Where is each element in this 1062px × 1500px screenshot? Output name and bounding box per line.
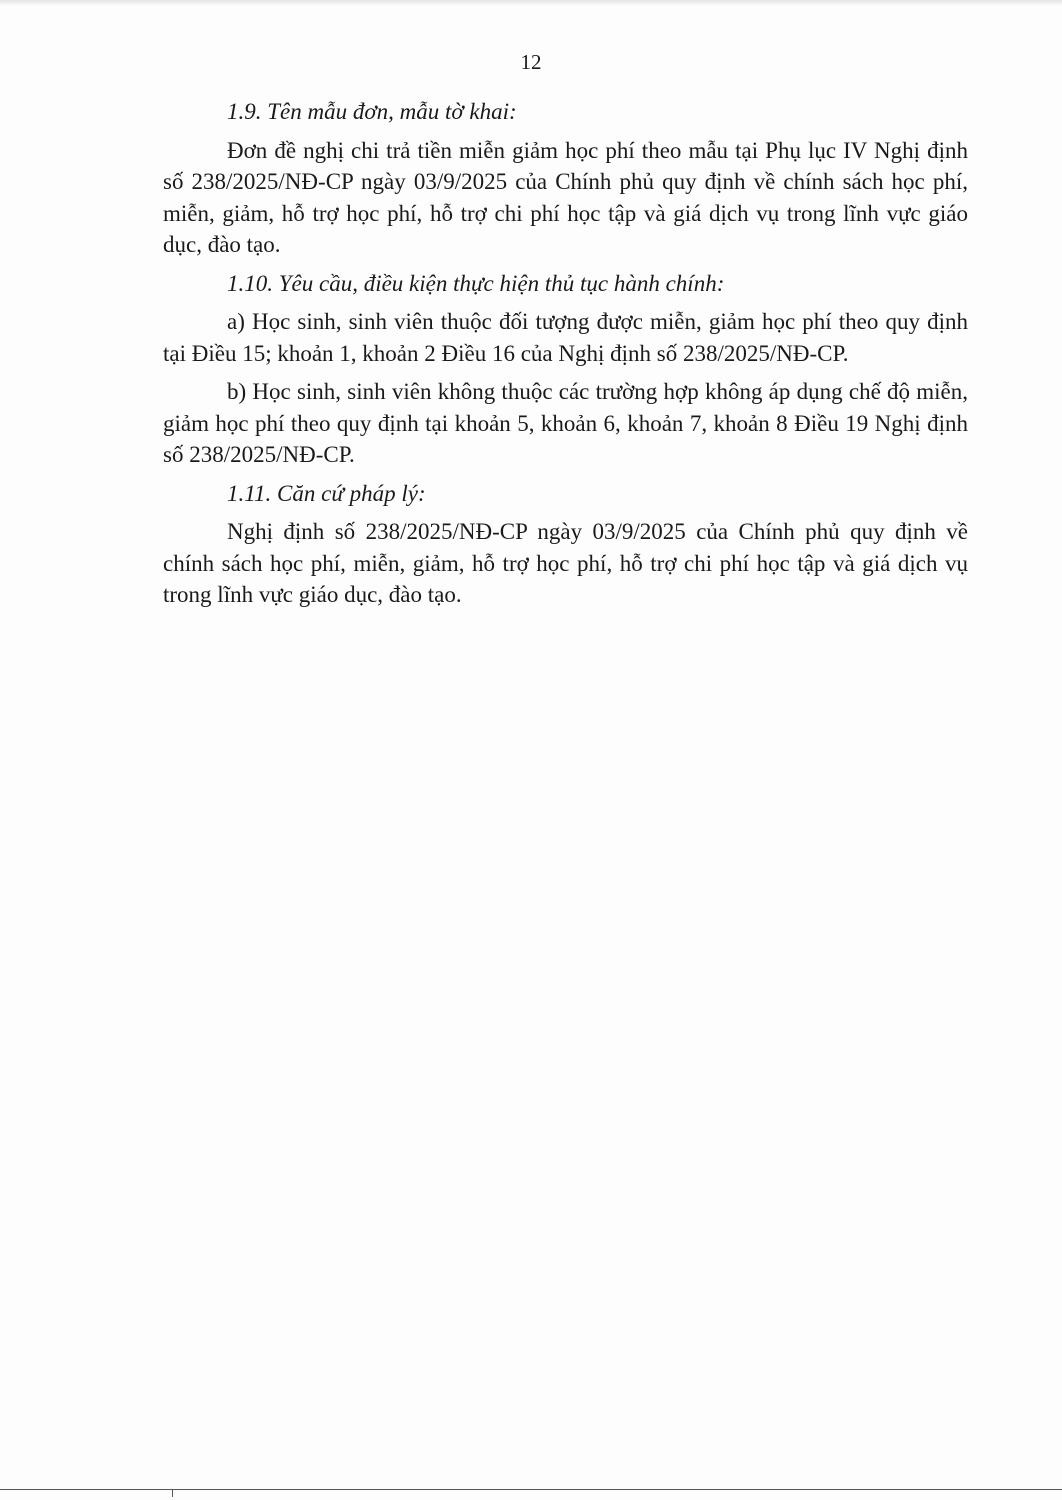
page-number: 12 xyxy=(520,50,542,74)
section-heading-1-11: 1.11. Căn cứ pháp lý: xyxy=(227,480,426,506)
section-heading-1-9: 1.9. Tên mẫu đơn, mẫu tờ khai: xyxy=(227,99,517,124)
footer-divider-tick xyxy=(172,1489,173,1497)
section-heading-1-10: 1.10. Yêu cầu, điều kiện thực hiện thủ tục hành chính: xyxy=(227,270,725,296)
section-paragraph: Đơn đề nghị chi trả tiền miễn giảm học phí theo mẫu tại Phụ lục IV Nghị định số 238/2025/NĐ-CP ngày 03/9/2025 của Chính phủ quy định về chính sách học phí, miễn, giảm, hỗ trợ học phí, hỗ trợ chi phí học tập và giá dịch vụ trong lĩnh vực giáo dục, đào tạo. xyxy=(163,137,968,257)
section-paragraph: b) Học sinh, sinh viên không thuộc các trường hợp không áp dụng chế độ miễn, giảm học phí theo quy định tại khoản 5, khoản 6, khoản 7, khoản 8 Điều 19 Nghị định số 238/2025/NĐ-CP. xyxy=(163,379,968,467)
section-paragraph: a) Học sinh, sinh viên thuộc đối tượng được miễn, giảm học phí theo quy định tại Điều 15; khoản 1, khoản 2 Điều 16 của Nghị định số 238/2025/NĐ-CP. xyxy=(163,309,968,366)
section-paragraph: Nghị định số 238/2025/NĐ-CP ngày 03/9/2025 của Chính phủ quy định về chính sách học phí, miễn, giảm, hỗ trợ học phí, hỗ trợ chi phí học tập và giá dịch vụ trong lĩnh vực giáo dục, đào tạo. xyxy=(163,519,968,607)
document-body xyxy=(163,96,968,618)
footer-divider xyxy=(0,1489,1062,1490)
scan-edge xyxy=(0,0,1062,6)
